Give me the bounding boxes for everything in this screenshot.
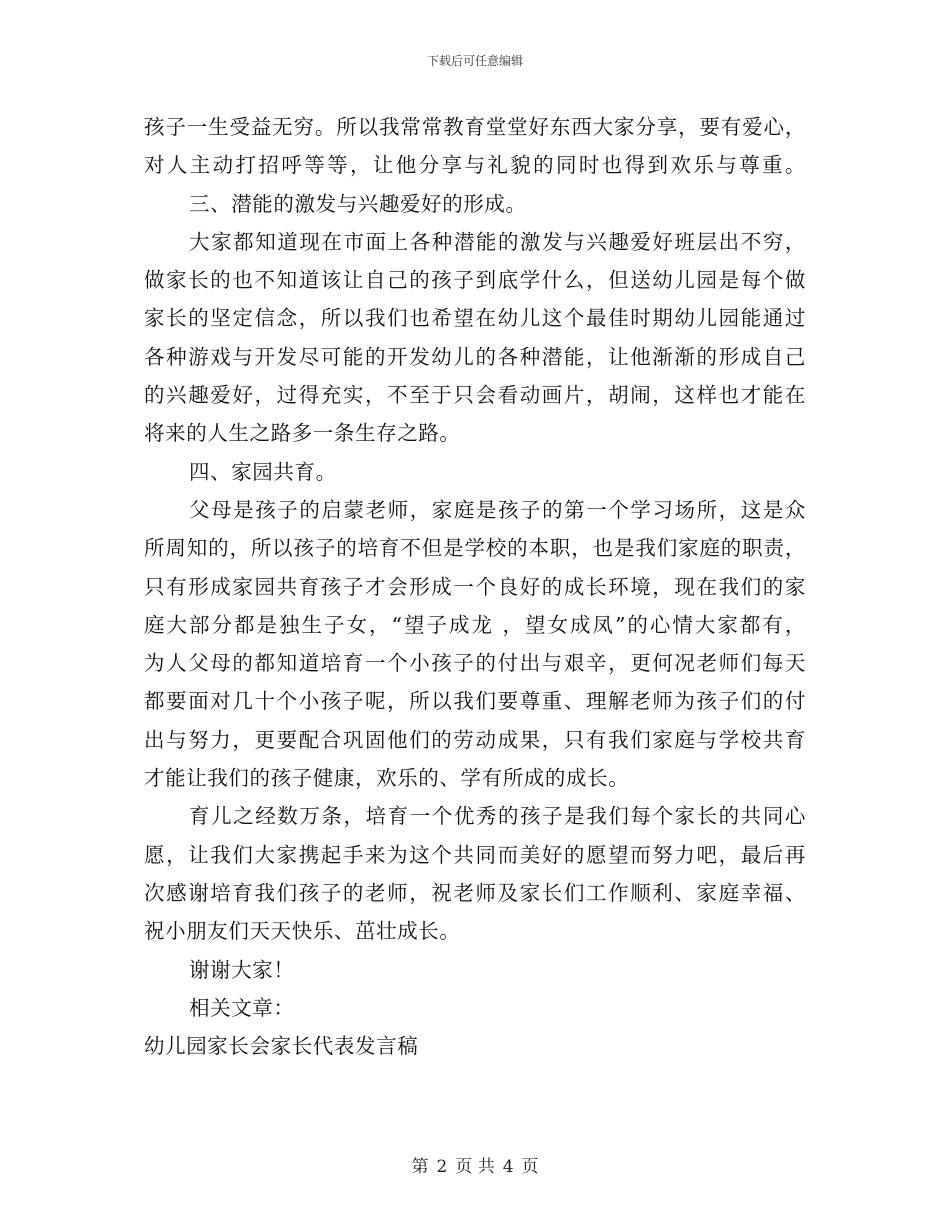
section-heading: 三、潜能的激发与兴趣爱好的形成。 [189, 191, 527, 216]
related-articles-label: 相关文章： [189, 995, 295, 1020]
text-line: 庭大部分都是独生子女，“望子成龙 ，望女成凤”的心情大家都有， [144, 612, 806, 637]
text-line: 次感谢培育我们孩子的老师，祝老师及家长们工作顺利、家庭幸福、 [144, 880, 806, 905]
text-line: 都要面对几十个小孩子呢，所以我们要尊重、理解老师为孩子们的付 [144, 689, 806, 714]
document-body [144, 108, 806, 1065]
text-line: 对人主动打招呼等等，让他分享与礼貌的同时也得到欢乐与尊重。 [144, 153, 806, 178]
text-line: 所周知的，所以孩子的培育不但是学校的本职，也是我们家庭的职责， [144, 536, 806, 561]
text-line: 将来的人生之路多一条生存之路。 [144, 421, 461, 446]
text-line: 为人父母的都知道培育一个小孩子的付出与艰辛，更何况老师们每天 [144, 651, 806, 676]
footer-suffix: 页 [521, 1157, 539, 1177]
text-line: 祝小朋友们天天快乐、茁壮成长。 [144, 919, 461, 944]
current-page-number: 2 [436, 1157, 448, 1177]
text-line: 家长的坚定信念，所以我们也希望在幼儿这个最佳时期幼儿园能通过 [144, 306, 806, 331]
text-line: 大家都知道现在市面上各种潜能的激发与兴趣爱好班层出不穷， [189, 229, 806, 254]
text-line: 出与努力，更要配合巩固他们的劳动成果，只有我们家庭与学校共育 [144, 727, 806, 752]
text-line: 父母是孩子的启蒙老师，家庭是孩子的第一个学习场所，这是众 [189, 497, 806, 522]
text-line: 育儿之经数万条，培育一个优秀的孩子是我们每个家长的共同心 [189, 804, 806, 829]
total-page-number: 4 [502, 1157, 514, 1177]
text-line: 的兴趣爱好，过得充实，不至于只会看动画片，胡闹，这样也才能在 [144, 383, 806, 408]
page-footer [0, 1152, 950, 1177]
related-article-link[interactable]: 幼儿园家长会家长代表发言稿 [144, 1034, 419, 1059]
section-heading: 四、家园共育。 [189, 459, 337, 484]
page-header: 下载后可任意编辑 [426, 54, 523, 68]
footer-prefix: 第 [411, 1157, 429, 1177]
text-line: 做家长的也不知道该让自己的孩子到底学什么，但送幼儿园是每个做 [144, 268, 806, 293]
text-line: 才能让我们的孩子健康，欢乐的、学有所成的成长。 [144, 766, 630, 791]
closing-line: 谢谢大家！ [189, 957, 295, 982]
footer-middle: 页 共 [455, 1157, 495, 1177]
text-line: 只有形成家园共育孩子才会形成一个良好的成长环境，现在我们的家 [144, 574, 806, 599]
text-line: 愿，让我们大家携起手来为这个共同而美好的愿望而努力吧，最后再 [144, 842, 806, 867]
text-line: 孩子一生受益无穷。所以我常常教育堂堂好东西大家分享，要有爱心， [144, 115, 806, 139]
text-line: 各种游戏与开发尽可能的开发幼儿的各种潜能，让他渐渐的形成自己 [144, 344, 806, 369]
